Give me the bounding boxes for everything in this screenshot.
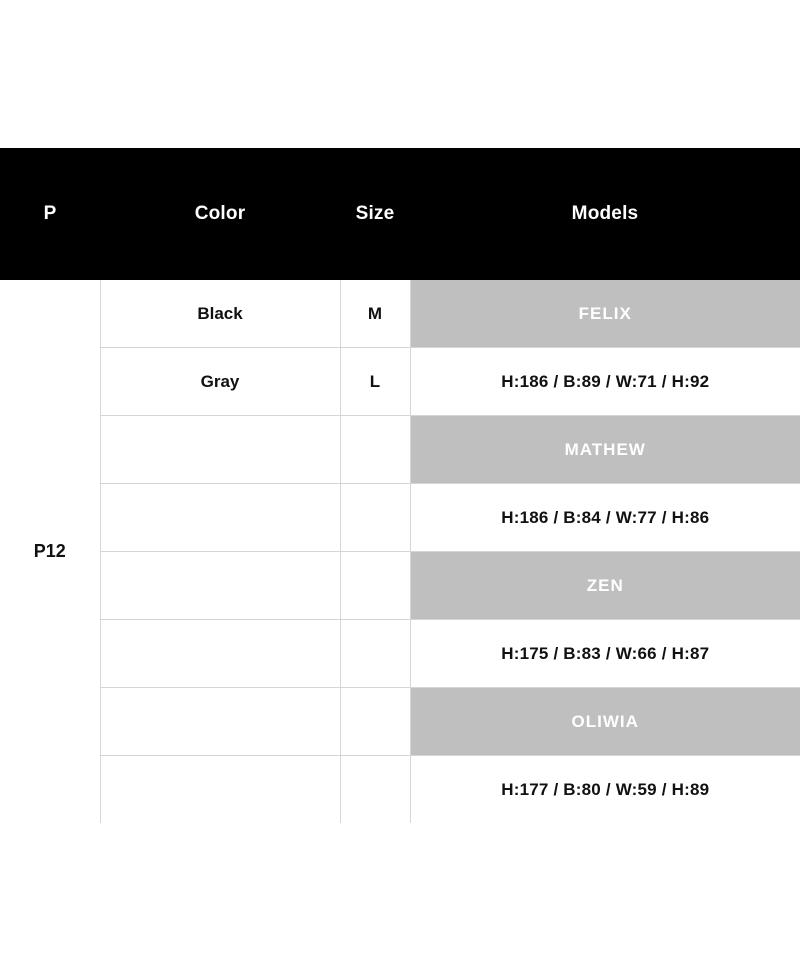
column-header-color: Color: [100, 148, 340, 280]
size-cell: [340, 620, 410, 688]
product-code-cell: P12: [0, 280, 100, 823]
color-cell: [100, 552, 340, 620]
model-name-cell: FELIX: [410, 280, 800, 348]
model-measurements-cell: H:186 / B:84 / W:77 / H:86: [410, 484, 800, 552]
model-name-cell: OLIWIA: [410, 688, 800, 756]
color-cell: [100, 416, 340, 484]
size-cell: [340, 416, 410, 484]
color-cell: [100, 484, 340, 552]
table-row: [0, 620, 800, 688]
table-row: [0, 756, 800, 824]
table-row: [0, 484, 800, 552]
table-row: [0, 688, 800, 756]
model-name-cell: ZEN: [410, 552, 800, 620]
model-measurements-cell: H:177 / B:80 / W:59 / H:89: [410, 756, 800, 824]
size-cell: [340, 688, 410, 756]
model-measurements-cell: H:186 / B:89 / W:71 / H:92: [410, 348, 800, 416]
size-cell: M: [340, 280, 410, 348]
column-header-p: P: [0, 148, 100, 280]
model-name-cell: MATHEW: [410, 416, 800, 484]
size-cell: L: [340, 348, 410, 416]
size-cell: [340, 484, 410, 552]
table-row: [0, 348, 800, 416]
column-header-models: Models: [410, 148, 800, 280]
color-cell: [100, 688, 340, 756]
table-row: [0, 552, 800, 620]
color-cell: [100, 620, 340, 688]
color-cell: Black: [100, 280, 340, 348]
column-header-size: Size: [340, 148, 410, 280]
model-measurements-cell: H:175 / B:83 / W:66 / H:87: [410, 620, 800, 688]
table-row: [0, 280, 800, 348]
size-cell: [340, 756, 410, 824]
size-cell: [340, 552, 410, 620]
color-cell: [100, 756, 340, 824]
color-cell: Gray: [100, 348, 340, 416]
table-row: [0, 416, 800, 484]
product-spec-table: [0, 148, 800, 823]
table-header-row: [0, 148, 800, 280]
